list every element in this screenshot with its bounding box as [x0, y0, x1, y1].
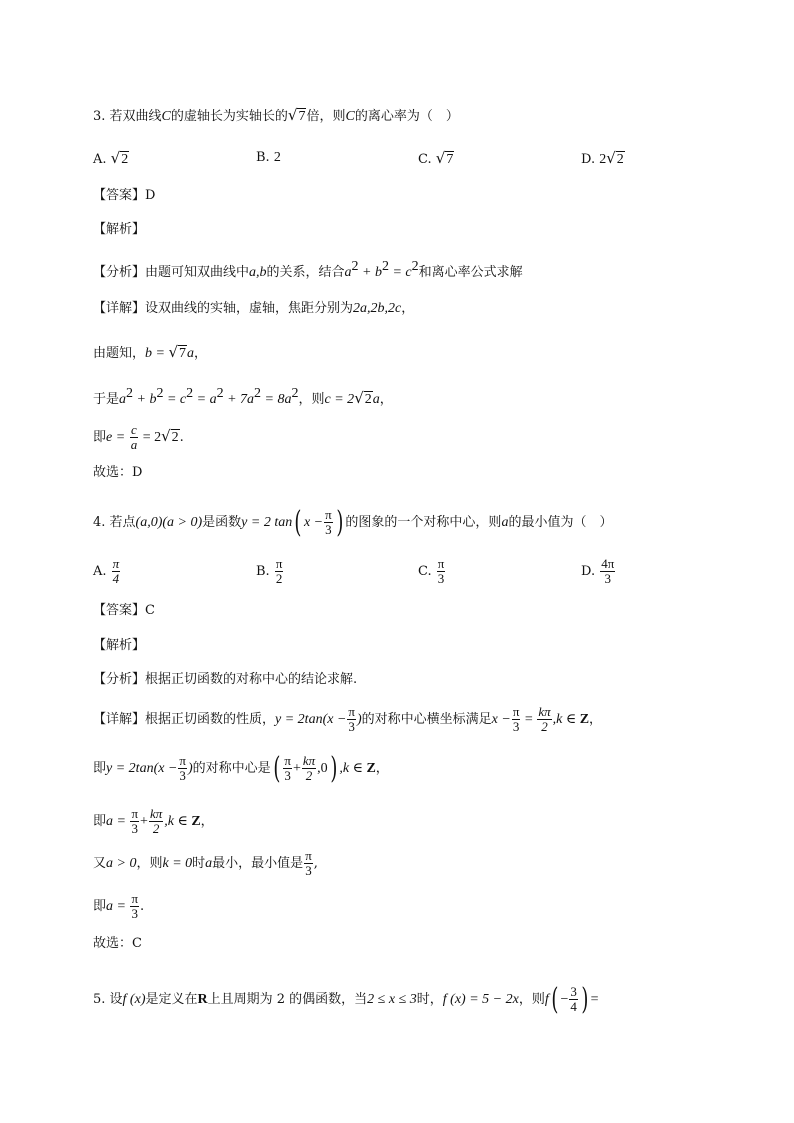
q3-step-1: 由题知，b = √7a，	[93, 343, 208, 361]
fraction: $\frac{\pi}{3}$	[305, 848, 312, 878]
q3-analysis-heading: 【解析】	[93, 222, 146, 237]
fraction: $\frac{\pi}{3}$	[131, 891, 139, 921]
q3-step-2: 于是$a^2 + b^2 = c^2 = a^2 + 7a^2 = 8a^2$，则c = 2√2a，	[93, 386, 393, 407]
q3-stem: 3. 若双曲线C的虚轴长为实轴长的√7倍，则C的离心率为（ ）	[93, 106, 459, 124]
q4-option-b: B. $\frac{\pi}{2}$	[256, 556, 283, 586]
q3-xiangjie: 【详解】设双曲线的实轴，虚轴，焦距分别为2a,2b,2c，	[93, 301, 415, 316]
fraction: $\frac{k\pi}{2}$	[538, 704, 551, 734]
q3-option-a: A. √2	[93, 149, 129, 167]
fraction: $\frac{\pi}{3}$	[437, 556, 445, 586]
fraction: $\frac{3}{4}$	[570, 984, 577, 1014]
q3-option-b: B. 2	[256, 150, 281, 165]
q4-option-c: C. $\frac{\pi}{3}$	[418, 556, 445, 586]
fraction: $\frac{\pi}{4}$	[112, 556, 120, 586]
q4-xiangjie-3: 即a = $\frac{\pi}{3}$ + $\frac{k\pi}{2}$ ,k ∈ Z，	[93, 806, 214, 836]
q4-xiangjie-4: 又a > 0，则k = 0时a最小，最小值是 $\frac{\pi}{3}$ ,	[93, 848, 318, 878]
q3-option-d: D. 2√2	[581, 149, 624, 167]
fraction: $\frac{\pi}{3}$	[131, 806, 139, 836]
q5-stem: 5. 设f (x)是定义在R上且周期为 2 的偶函数，当2 ≤ x ≤ 3时，f (x) = 5 − 2x，则f( − $\frac{3}{4}$ ) =	[93, 981, 599, 1017]
q3-answer: 【答案】D	[93, 188, 156, 203]
fraction: $\frac{\pi}{3}$	[179, 753, 186, 783]
q4-xiangjie-5: 即a = $\frac{\pi}{3}$ .	[93, 891, 145, 921]
fraction: $\frac{k\pi}{2}$	[302, 753, 316, 783]
fraction: $\frac{\pi}{2}$	[275, 556, 283, 586]
q4-option-d: D. $\frac{4\pi}{3}$	[581, 556, 615, 586]
q4-choice: 故选：C	[93, 936, 142, 951]
fraction: $\frac{\pi}{3}$	[512, 704, 520, 734]
q4-fenxi: 【分析】根据正切函数的对称中心的结论求解.	[93, 672, 358, 687]
fraction: $\frac{k\pi}{2}$	[149, 806, 163, 836]
fraction: $\frac{4\pi}{3}$	[601, 556, 615, 586]
q4-answer: 【答案】C	[93, 603, 155, 618]
fraction: $\frac{\pi}{3}$	[284, 753, 291, 783]
fraction: $\frac{\pi}{3}$	[325, 507, 332, 537]
q4-xiangjie-1: 【详解】根据正切函数的性质，y = 2tan(x − $\frac{\pi}{3}$ )的对称中心横坐标满足x − $\frac{\pi}{3}$ = $\frac{k\pi}{2}$ ,k ∈ Z，	[93, 704, 603, 734]
q3-option-c: C. √7	[418, 149, 454, 167]
q3-fenxi: 【分析】由题可知双曲线中a,b的关系，结合$a^2 + b^2 = c^2$和离心率公式求解	[93, 259, 523, 280]
q3-choice: 故选：D	[93, 465, 143, 480]
q4-xiangjie-2: 即y = 2tan(x − $\frac{\pi}{3}$ )的对称中心是( $\frac{\pi}{3}$ + $\frac{k\pi}{2}$ ,0) ,k ∈ Z，	[93, 750, 389, 786]
q4-option-a: A. $\frac{\pi}{4}$	[93, 556, 120, 586]
fraction: $\frac{c}{a}$	[130, 422, 138, 452]
q4-stem: 4. 若点(a,0)(a > 0)是函数y = 2 tan( x − $\frac{\pi}{3}$ ) 的图象的一个对称中心，则a的最小值为（ ）	[93, 504, 613, 540]
q3-step-3: 即e = $\frac{c}{a}$ = 2√2.	[93, 422, 184, 452]
fraction: $\frac{\pi}{3}$	[348, 704, 355, 734]
q4-analysis-heading: 【解析】	[93, 638, 146, 653]
